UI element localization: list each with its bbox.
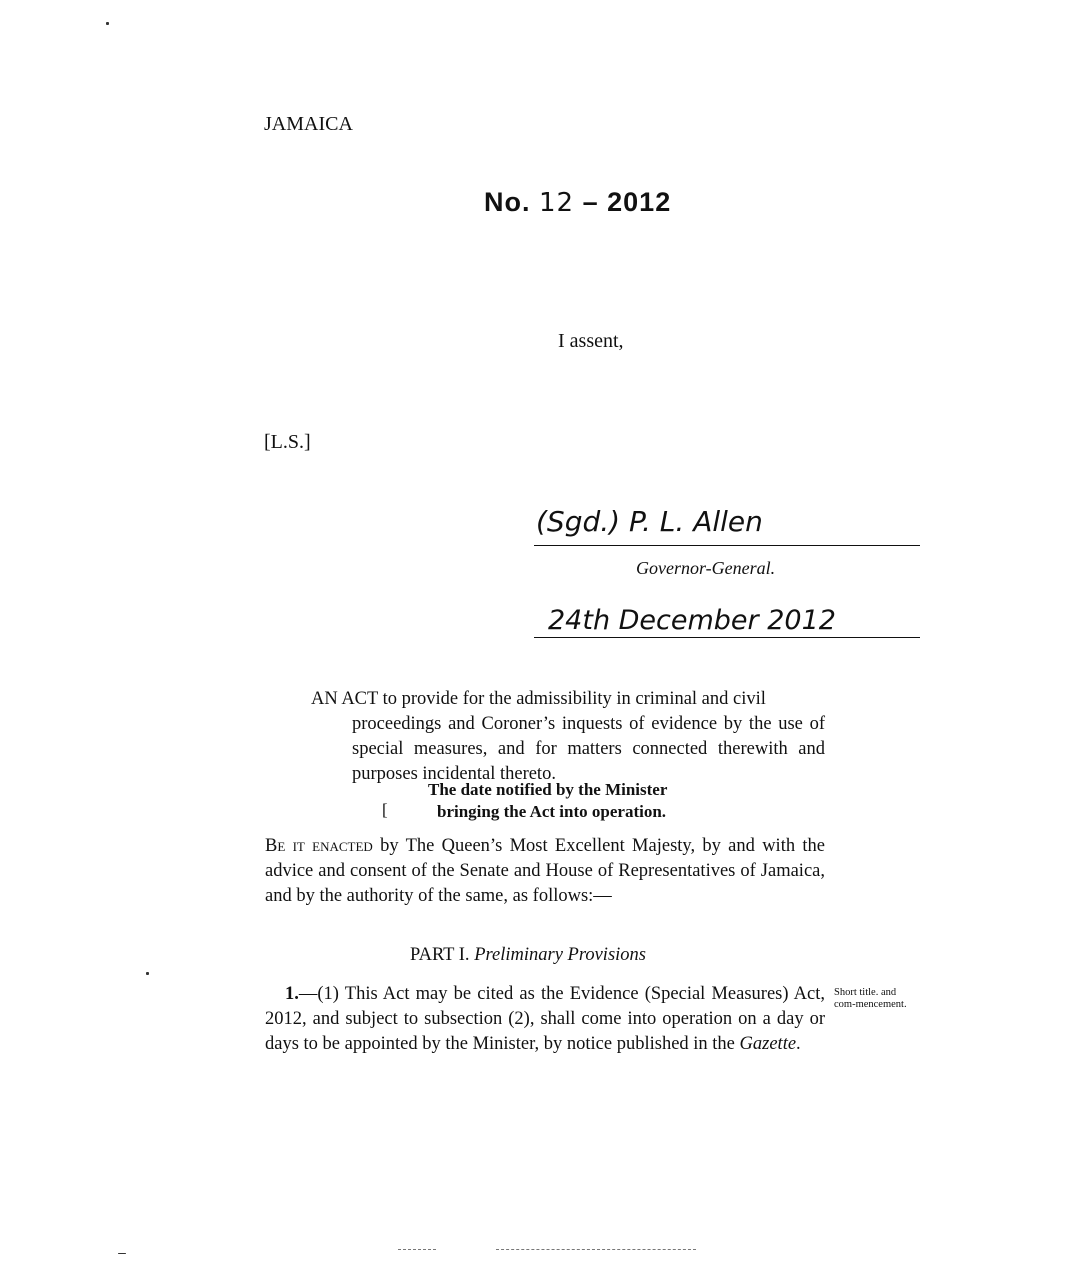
enacting-lead: Be it enacted [265,836,373,856]
seal-mark: [L.S.] [264,431,311,453]
scan-speck [146,972,149,975]
signatory-title: Governor-General. [636,558,776,578]
act-number-suffix: – 2012 [582,187,672,217]
scan-artifact [398,1249,436,1250]
marginal-note: Short title. and com-mencement. [834,987,907,1010]
scan-speck [118,1253,126,1254]
act-number-handwritten: 12 [539,188,575,218]
part-heading [410,945,646,966]
scan-speck [106,22,109,25]
act-number-prefix: No. [484,187,531,217]
section-number: 1. [285,984,299,1004]
scan-artifact [496,1249,696,1250]
long-title-first-line: AN ACT to provide for the admissibility in criminal and civil [311,689,766,709]
gazette-word: Gazette [739,1034,797,1054]
enacting-formula [265,834,825,909]
part-label: PART I. [410,945,470,965]
country-heading: JAMAICA [264,113,353,135]
date-line [534,637,920,638]
long-title-continuation: proceedings and Coroner’s inquests of evidence by the use of special measures, and for matters connected therewith and purposes incidental thereto. [352,714,825,784]
governor-signature: (Sgd.) P. L. Allen [536,505,763,538]
section-text-a: —(1) This Act may be cited as the Evidence (Special Measures) Act, 2012, and subject to subsection (2), shall come into operation on a day or days to be appointed by the Minister, by notice published in the [265,984,825,1054]
assent-date: 24th December 2012 [548,605,836,636]
part-title: Preliminary Provisions [474,945,646,965]
bracket-mark: [ [382,800,388,819]
act-number [484,187,671,218]
commencement-line-1: The date notified by the Minister [428,780,668,799]
enacting-text: by The Queen’s Most Excellent Majesty, by and with the advice and consent of the Senate and House of Representatives of Jamaica, and by the authority of the same, as follows:— [265,836,825,906]
section-1 [265,982,825,1057]
signature-line [534,545,920,546]
commencement-stamp [428,779,667,823]
assent-text: I assent, [558,330,624,352]
section-text-b: . [796,1034,801,1054]
long-title [311,687,825,787]
commencement-line-2: bringing the Act into operation. [437,802,667,821]
